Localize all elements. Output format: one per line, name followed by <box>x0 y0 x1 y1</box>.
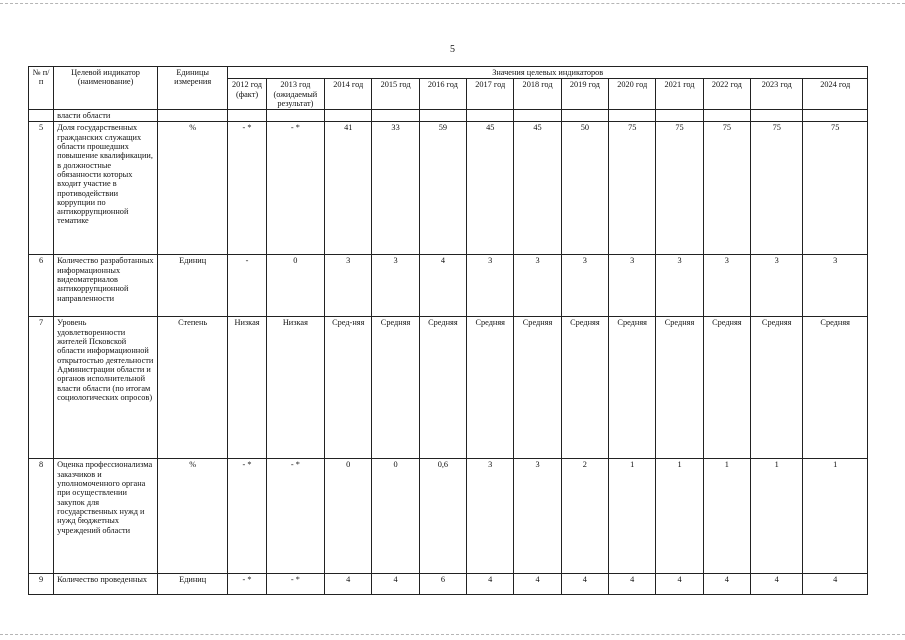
row-value: - <box>228 255 266 317</box>
row-value: 1 <box>656 459 703 574</box>
row-value: 50 <box>561 122 608 255</box>
row-value: Средняя <box>514 317 561 459</box>
row-units: Единиц <box>157 574 228 595</box>
header-year: 2012 год (факт) <box>228 79 266 110</box>
header-year: 2022 год <box>703 79 750 110</box>
row-units: % <box>157 459 228 574</box>
row-value: 4 <box>325 574 372 595</box>
table-cell <box>561 110 608 122</box>
table-row <box>29 574 868 595</box>
row-value: 41 <box>325 122 372 255</box>
row-value: 2 <box>561 459 608 574</box>
row-value: 4 <box>609 574 656 595</box>
row-value: - * <box>228 459 266 574</box>
row-value: 3 <box>514 255 561 317</box>
row-value: 3 <box>751 255 803 317</box>
table-cell <box>751 110 803 122</box>
row-value: 3 <box>467 459 514 574</box>
row-value: 4 <box>656 574 703 595</box>
header-year: 2019 год <box>561 79 608 110</box>
table-row <box>29 122 868 255</box>
table-cell <box>325 110 372 122</box>
row-value: Средняя <box>419 317 466 459</box>
row-value: Средняя <box>703 317 750 459</box>
row-num: 8 <box>29 459 54 574</box>
row-value: Низкая <box>266 317 324 459</box>
row-value: 4 <box>703 574 750 595</box>
row-value: 59 <box>419 122 466 255</box>
row-indicator: Количество проведенных <box>54 574 158 595</box>
row-units: % <box>157 122 228 255</box>
row-value: 4 <box>419 255 466 317</box>
row-value: 3 <box>467 255 514 317</box>
row-value: - * <box>266 459 324 574</box>
row-value: 3 <box>372 255 419 317</box>
row-value: Средняя <box>609 317 656 459</box>
row-value: 75 <box>751 122 803 255</box>
table-row <box>29 255 868 317</box>
row-value: Средняя <box>803 317 868 459</box>
scan-bottom-edge <box>0 634 905 635</box>
row-num: 9 <box>29 574 54 595</box>
table-cell <box>29 110 54 122</box>
table-cell <box>467 110 514 122</box>
row-value: 0 <box>266 255 324 317</box>
header-values-group: Значения целевых индикаторов <box>228 67 868 79</box>
table-cell <box>609 110 656 122</box>
table-cell <box>266 110 324 122</box>
row-value: 1 <box>703 459 750 574</box>
row-indicator: Количество разработанных информационных видеоматериалов антикоррупционной направленности <box>54 255 158 317</box>
row-value: 3 <box>609 255 656 317</box>
row-value: - * <box>266 574 324 595</box>
row-value: 4 <box>803 574 868 595</box>
row-num: 5 <box>29 122 54 255</box>
row-units: Единиц <box>157 255 228 317</box>
header-year: 2024 год <box>803 79 868 110</box>
row-value: Сред-няя <box>325 317 372 459</box>
row-value: 0 <box>325 459 372 574</box>
row-value: 4 <box>561 574 608 595</box>
table-row <box>29 317 868 459</box>
row-value: Средняя <box>372 317 419 459</box>
table-row <box>29 459 868 574</box>
header-num: № п/п <box>29 67 54 110</box>
table-cell <box>372 110 419 122</box>
row-value: 75 <box>703 122 750 255</box>
table-cell <box>419 110 466 122</box>
row-value: 45 <box>514 122 561 255</box>
row-value: 6 <box>419 574 466 595</box>
header-year: 2016 год <box>419 79 466 110</box>
row-value: Средняя <box>467 317 514 459</box>
row-value: 4 <box>372 574 419 595</box>
header-year: 2015 год <box>372 79 419 110</box>
row-units: Степень <box>157 317 228 459</box>
header-indicator: Целевой индикатор (наименование) <box>54 67 158 110</box>
table-cell <box>228 110 266 122</box>
row-value: 3 <box>561 255 608 317</box>
page-number: 5 <box>450 44 455 55</box>
row-num: 6 <box>29 255 54 317</box>
table-cell <box>157 110 228 122</box>
continuation-text: власти области <box>54 110 158 122</box>
header-year: 2017 год <box>467 79 514 110</box>
row-value: 1 <box>609 459 656 574</box>
row-indicator: Доля государственных гражданских служащих области прошедших повышение квалификации, в должностные обязанности которых входит участие в противодействии коррупции по антикоррупционной тематике <box>54 122 158 255</box>
row-value: Средняя <box>561 317 608 459</box>
row-value: 4 <box>467 574 514 595</box>
row-value: Средняя <box>751 317 803 459</box>
row-value: Средняя <box>656 317 703 459</box>
row-value: 4 <box>751 574 803 595</box>
row-value: - * <box>266 122 324 255</box>
table-cell <box>514 110 561 122</box>
row-value: 3 <box>325 255 372 317</box>
row-value: 0 <box>372 459 419 574</box>
header-year: 2020 год <box>609 79 656 110</box>
row-value: 1 <box>751 459 803 574</box>
row-value: 3 <box>803 255 868 317</box>
row-value: 3 <box>703 255 750 317</box>
row-value: 75 <box>803 122 868 255</box>
table-cell <box>703 110 750 122</box>
row-value: - * <box>228 574 266 595</box>
row-value: 1 <box>803 459 868 574</box>
row-value: 33 <box>372 122 419 255</box>
header-year: 2018 год <box>514 79 561 110</box>
row-value: 75 <box>609 122 656 255</box>
row-value: 3 <box>656 255 703 317</box>
header-year: 2014 год <box>325 79 372 110</box>
row-value: 45 <box>467 122 514 255</box>
row-value: - * <box>228 122 266 255</box>
row-indicator: Оценка профессионализма заказчиков и уполномоченного органа при осуществлении закупок для государственных нужд и нужд бюджетных учреждений области <box>54 459 158 574</box>
row-indicator: Уровень удовлетворенности жителей Псковской области информационной открытостью деятельности Администрации области и органов исполнительной власти области (по итогам социологических опросов) <box>54 317 158 459</box>
row-num: 7 <box>29 317 54 459</box>
target-indicators-table <box>28 66 868 595</box>
row-value: Низкая <box>228 317 266 459</box>
header-year: 2023 год <box>751 79 803 110</box>
header-year: 2021 год <box>656 79 703 110</box>
row-value: 75 <box>656 122 703 255</box>
header-year: 2013 год (ожидаемый результат) <box>266 79 324 110</box>
scan-top-edge <box>0 3 905 4</box>
header-units: Единицы измерения <box>157 67 228 110</box>
row-value: 0,6 <box>419 459 466 574</box>
row-value: 3 <box>514 459 561 574</box>
table-cell <box>656 110 703 122</box>
row-value: 4 <box>514 574 561 595</box>
continuation-row <box>29 110 868 122</box>
header-row <box>29 67 868 79</box>
table-cell <box>803 110 868 122</box>
